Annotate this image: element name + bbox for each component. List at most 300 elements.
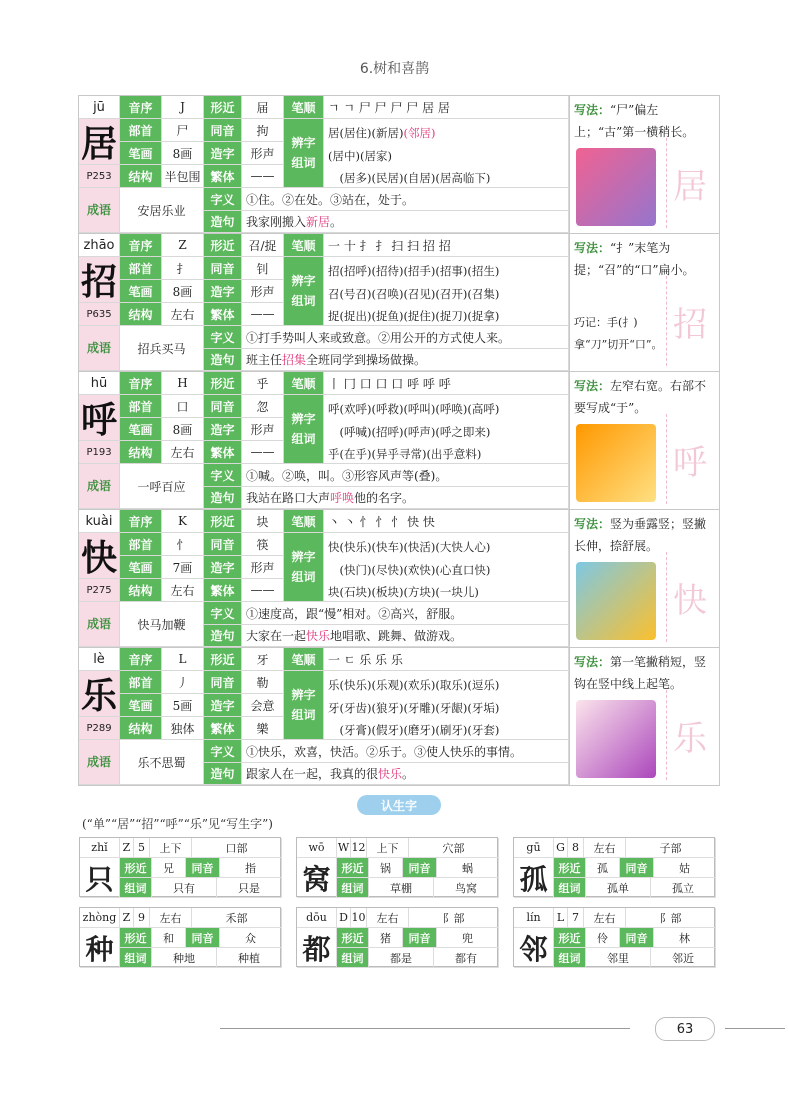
card-xingjin-value: 和 — [152, 928, 186, 948]
card-zuci-label: 组词 — [337, 948, 369, 968]
jiegou-label: 结构 — [120, 579, 162, 602]
zaoju-value — [242, 211, 569, 233]
card-xingjin-value: 兄 — [152, 858, 186, 878]
word-group: 乎(在乎)(异乎寻常)(出乎意料) — [328, 447, 482, 461]
xingjin-value: 乎 — [242, 372, 284, 395]
card-word-2: 鸟窝 — [434, 878, 499, 898]
bihua-value: 8画 — [162, 418, 204, 441]
zaoju-part: 班主任 — [246, 353, 283, 367]
card-tongyin-value: 指 — [220, 858, 282, 878]
card-radical: 阝部 — [409, 908, 499, 928]
card-word-1: 都是 — [369, 948, 434, 968]
bishun-label: 笔顺 — [284, 372, 324, 395]
jiegou-value: 独体 — [162, 717, 204, 740]
writing-tip-text: 竖为垂露竖；竖撇长伸，捺舒展。 — [574, 517, 707, 553]
writing-tip-text: “扌”末笔为提；“召”的“口”扁小。 — [574, 241, 695, 277]
main-character: 招 — [79, 257, 120, 303]
zaoju-part: 呼唤 — [330, 491, 355, 505]
card-yinxu: D — [337, 908, 351, 928]
card-radical: 穴部 — [409, 838, 499, 858]
main-character: 快 — [79, 533, 120, 579]
tracing-character: 呼 — [666, 414, 713, 504]
yinxu-value: J — [162, 96, 204, 119]
bushou-value: 忄 — [162, 533, 204, 556]
card-xingjin-value: 伶 — [586, 928, 620, 948]
char-block — [79, 648, 719, 785]
fanti-value: —— — [242, 165, 284, 188]
dict-page: P289 — [79, 717, 120, 740]
tongyin-value: 筷 — [242, 533, 284, 556]
xingjin-label: 形近 — [204, 96, 242, 119]
word-group: 召(号召)(召唤)(召见)(召开)(召集) — [328, 286, 500, 301]
xingjin-label: 形近 — [204, 648, 242, 671]
illustration-image — [576, 700, 656, 778]
writing-tip-text: 第一笔撇稍短，竖钩在竖中线上起笔。 — [574, 655, 707, 691]
zaoju-value — [242, 487, 569, 509]
zaoju-label: 造句 — [204, 211, 242, 233]
card-word-2: 只是 — [217, 878, 282, 898]
word-group: 招(招呼)(招待)(招手)(招事)(招生) — [328, 264, 500, 278]
bianzi-words — [324, 395, 569, 464]
card-tongyin-label: 同音 — [403, 928, 437, 948]
card-word-1: 草棚 — [369, 878, 434, 898]
yinxu-value: H — [162, 372, 204, 395]
card-tongyin-label: 同音 — [186, 928, 220, 948]
dict-page: P253 — [79, 165, 120, 188]
card-xingjin-label: 形近 — [337, 928, 369, 948]
char-block — [79, 372, 719, 510]
yinxu-value: K — [162, 510, 204, 533]
chengyu-value: 招兵买马 — [120, 326, 204, 371]
card-tongyin-label: 同音 — [403, 858, 437, 878]
writing-tip-panel — [569, 372, 719, 509]
zaoju-label: 造句 — [204, 625, 242, 647]
bushou-value: 口 — [162, 395, 204, 418]
tongyin-label: 同音 — [204, 257, 242, 280]
xingjin-value: 块 — [242, 510, 284, 533]
word-group: (牙膏)(假牙)(磨牙)(刷牙)(牙套) — [328, 723, 500, 737]
bihua-label: 笔画 — [120, 142, 162, 165]
word-group: 居(居住)(新居) — [328, 126, 404, 140]
tracing-character: 乐 — [666, 690, 713, 780]
bihua-value: 7画 — [162, 556, 204, 579]
bianzi-words — [324, 671, 569, 740]
bishun-value: 一 十 扌 扌 扫 扫 招 招 — [324, 234, 569, 257]
card-yinxu: Z — [120, 908, 134, 928]
main-character: 呼 — [79, 395, 120, 441]
card-xingjin-value: 猪 — [369, 928, 403, 948]
writing-tip — [574, 651, 716, 695]
zaozi-value: 形声 — [242, 418, 284, 441]
writing-tip — [574, 99, 716, 143]
writing-tip-label: 写法： — [574, 241, 611, 255]
card-radical: 阝部 — [626, 908, 716, 928]
chengyu-label: 成语 — [79, 188, 120, 233]
card-structure: 左右 — [150, 908, 192, 928]
card-xingjin-label: 形近 — [337, 858, 369, 878]
fanti-label: 繁体 — [204, 165, 242, 188]
card-yinxu: G — [554, 838, 568, 858]
writing-tip-text: “尸”偏左上；“古”第一横稍长。 — [574, 103, 695, 139]
card-pinyin: lín — [514, 908, 554, 928]
zaozi-label: 造字 — [204, 556, 242, 579]
bushou-value: 尸 — [162, 119, 204, 142]
tongyin-label: 同音 — [204, 395, 242, 418]
bihua-label: 笔画 — [120, 280, 162, 303]
card-strokes: 5 — [134, 838, 150, 858]
zaoju-part: 跟家人在一起，我真的很 — [246, 767, 379, 781]
ziyi-label: 字义 — [204, 740, 242, 763]
jiegou-label: 结构 — [120, 441, 162, 464]
word-group: (呼喊)(招呼)(呼声)(呼之即来) — [328, 424, 491, 439]
word-group: (快门)(尽快)(欢快)(心直口快) — [328, 562, 491, 577]
ziyi-label: 字义 — [204, 188, 242, 211]
page-title: 6.树和喜鹊 — [359, 61, 430, 77]
chengyu-value: 乐不思蜀 — [120, 740, 204, 785]
card-tongyin-label: 同音 — [620, 858, 654, 878]
card-tongyin-value: 蜗 — [437, 858, 499, 878]
ziyi-value: ①速度高，跟“慢”相对。②高兴，舒服。 — [242, 602, 569, 625]
word-group: (居中)(居家) — [328, 148, 392, 163]
bishun-value: 一 ㄷ 乐 乐 乐 — [324, 648, 569, 671]
writing-tip — [574, 375, 716, 419]
pinyin: kuài — [79, 510, 120, 533]
tongyin-label: 同音 — [204, 671, 242, 694]
card-structure: 左右 — [584, 838, 626, 858]
card-word-2: 邻近 — [651, 948, 716, 968]
char-block — [79, 234, 719, 372]
memory-tip: 巧记：手(扌)拿“刀”切开“口”。 — [574, 316, 663, 351]
chengyu-label: 成语 — [79, 464, 120, 509]
ziyi-value: ①快乐，欢喜，快活。②乐于。③使人快乐的事情。 — [242, 740, 569, 763]
zaozi-value: 形声 — [242, 556, 284, 579]
character-card — [79, 837, 281, 897]
card-character: 孤 — [514, 858, 554, 898]
card-word-2: 都有 — [434, 948, 499, 968]
character-card — [513, 907, 715, 967]
fanti-value: —— — [242, 303, 284, 326]
card-character: 都 — [297, 928, 337, 968]
jiegou-label: 结构 — [120, 717, 162, 740]
fanti-label: 繁体 — [204, 303, 242, 326]
zaoju-label: 造句 — [204, 349, 242, 371]
zaoju-part: 。 — [330, 215, 343, 229]
card-word-2: 种植 — [217, 948, 282, 968]
card-pinyin: wō — [297, 838, 337, 858]
zaoju-label: 造句 — [204, 763, 242, 785]
word-group: (邻居) — [403, 126, 436, 140]
xingjin-label: 形近 — [204, 372, 242, 395]
card-xingjin-value: 孤 — [586, 858, 620, 878]
zaozi-value: 形声 — [242, 280, 284, 303]
footer-divider — [220, 1028, 630, 1029]
bushou-label: 部首 — [120, 395, 162, 418]
bishun-value: 丨 冂 口 口 口 呼 呼 呼 — [324, 372, 569, 395]
card-tongyin-value: 兜 — [437, 928, 499, 948]
writing-tip-panel — [569, 96, 719, 233]
card-xingjin-label: 形近 — [120, 928, 152, 948]
word-group: 快(快乐)(快车)(快活)(大快人心) — [328, 540, 491, 554]
yinxu-value: L — [162, 648, 204, 671]
card-structure: 上下 — [367, 838, 409, 858]
zaoju-value — [242, 763, 569, 785]
xingjin-value: 届 — [242, 96, 284, 119]
renshengzi-note: (“单”“居”“招”“呼”“乐”见“写生字”) — [82, 817, 273, 831]
bianzi-label: 辨字组词 — [284, 119, 324, 188]
zaoju-part: 全班同学到操场做操。 — [306, 353, 427, 367]
tongyin-value: 勒 — [242, 671, 284, 694]
xingjin-label: 形近 — [204, 234, 242, 257]
card-radical: 子部 — [626, 838, 716, 858]
card-yinxu: L — [554, 908, 568, 928]
card-structure: 左右 — [584, 908, 626, 928]
yinxu-label: 音序 — [120, 234, 162, 257]
bianzi-words — [324, 119, 569, 188]
card-xingjin-label: 形近 — [554, 928, 586, 948]
bushou-label: 部首 — [120, 671, 162, 694]
word-group: 块(石块)(板块)(方块)(一块儿) — [328, 585, 479, 599]
bushou-label: 部首 — [120, 119, 162, 142]
chengyu-label: 成语 — [79, 326, 120, 371]
tracing-character: 招 — [666, 276, 713, 366]
card-xingjin-label: 形近 — [554, 858, 586, 878]
ziyi-value: ①喊。②唤，叫。③形容风声等(叠)。 — [242, 464, 569, 487]
bihua-value: 8画 — [162, 280, 204, 303]
writing-tip-label: 写法： — [574, 379, 611, 393]
card-structure: 上下 — [150, 838, 192, 858]
ziyi-label: 字义 — [204, 602, 242, 625]
character-card — [296, 907, 498, 967]
char-block — [79, 510, 719, 648]
chengyu-label: 成语 — [79, 740, 120, 785]
yinxu-label: 音序 — [120, 372, 162, 395]
writing-tip-panel — [569, 234, 719, 371]
word-group: (居多)(民居)(自居)(居高临下) — [328, 171, 491, 185]
card-word-1: 孤单 — [586, 878, 651, 898]
bishun-label: 笔顺 — [284, 96, 324, 119]
zaozi-label: 造字 — [204, 694, 242, 717]
card-word-1: 种地 — [152, 948, 217, 968]
bishun-label: 笔顺 — [284, 648, 324, 671]
zaozi-value: 形声 — [242, 142, 284, 165]
jiegou-label: 结构 — [120, 303, 162, 326]
card-character: 邻 — [514, 928, 554, 968]
card-pinyin: dōu — [297, 908, 337, 928]
ziyi-value: ①打手势叫人来或致意。②用公开的方式使人来。 — [242, 326, 569, 349]
writing-tip-label: 写法： — [574, 655, 611, 669]
pinyin: jū — [79, 96, 120, 119]
word-group: 呼(欢呼)(呼救)(呼叫)(呼唤)(高呼) — [328, 402, 500, 416]
card-zuci-label: 组词 — [337, 878, 369, 898]
zaoju-label: 造句 — [204, 487, 242, 509]
bushou-value: 丿 — [162, 671, 204, 694]
tongyin-value: 忽 — [242, 395, 284, 418]
bihua-value: 5画 — [162, 694, 204, 717]
word-group: 乐(快乐)(乐观)(欢乐)(取乐)(逗乐) — [328, 678, 500, 692]
zaoju-part: 新居 — [306, 215, 331, 229]
fanti-value: —— — [242, 579, 284, 602]
fanti-value: —— — [242, 441, 284, 464]
zaoju-part: 快乐 — [306, 629, 331, 643]
card-zuci-label: 组词 — [554, 948, 586, 968]
zaoju-part: 招集 — [282, 353, 307, 367]
zaoju-value — [242, 349, 569, 371]
word-group: 牙(牙齿)(狼牙)(牙雕)(牙龈)(牙垢) — [328, 700, 500, 715]
chengyu-value: 快马加鞭 — [120, 602, 204, 647]
writing-tip-panel — [569, 648, 719, 785]
tongyin-value: 拘 — [242, 119, 284, 142]
dict-page: P193 — [79, 441, 120, 464]
card-strokes: 12 — [351, 838, 367, 858]
yinxu-label: 音序 — [120, 96, 162, 119]
char-block — [79, 96, 719, 234]
word-group: 捉(捉出)(捉鱼)(捉住)(捉刀)(捉拿) — [328, 309, 500, 323]
writing-tip — [574, 513, 716, 557]
zaozi-label: 造字 — [204, 280, 242, 303]
yinxu-label: 音序 — [120, 648, 162, 671]
bishun-label: 笔顺 — [284, 510, 324, 533]
illustration-image — [576, 562, 656, 640]
card-tongyin-value: 林 — [654, 928, 716, 948]
pinyin: zhāo — [79, 234, 120, 257]
xingjin-label: 形近 — [204, 510, 242, 533]
writing-tip-label: 写法： — [574, 103, 611, 117]
chengyu-value: 一呼百应 — [120, 464, 204, 509]
card-radical: 禾部 — [192, 908, 282, 928]
zaoju-part: 快乐 — [378, 767, 403, 781]
fanti-label: 繁体 — [204, 441, 242, 464]
card-strokes: 8 — [568, 838, 584, 858]
card-xingjin-label: 形近 — [120, 858, 152, 878]
card-zuci-label: 组词 — [554, 878, 586, 898]
xingjin-value: 牙 — [242, 648, 284, 671]
card-pinyin: gū — [514, 838, 554, 858]
card-character: 窝 — [297, 858, 337, 898]
yinxu-label: 音序 — [120, 510, 162, 533]
pinyin: hū — [79, 372, 120, 395]
yinxu-value: Z — [162, 234, 204, 257]
card-character: 种 — [80, 928, 120, 968]
bishun-label: 笔顺 — [284, 234, 324, 257]
zaozi-label: 造字 — [204, 142, 242, 165]
writing-tip-panel — [569, 510, 719, 647]
footer-divider-right — [725, 1028, 785, 1029]
card-tongyin-label: 同音 — [186, 858, 220, 878]
zaoju-part: 大家在一起 — [246, 629, 307, 643]
xingjin-value: 召/捉 — [242, 234, 284, 257]
bushou-value: 扌 — [162, 257, 204, 280]
zaoju-part: 他的名字。 — [354, 491, 415, 505]
fanti-label: 繁体 — [204, 717, 242, 740]
card-xingjin-value: 锅 — [369, 858, 403, 878]
card-structure: 左右 — [367, 908, 409, 928]
card-strokes: 9 — [134, 908, 150, 928]
bianzi-words — [324, 257, 569, 326]
card-pinyin: zhòng — [80, 908, 120, 928]
card-yinxu: W — [337, 838, 351, 858]
card-yinxu: Z — [120, 838, 134, 858]
renshengzi-banner: 认生字 — [357, 795, 441, 815]
writing-tip-text: 左窄右宽。右部不要写成“于”。 — [574, 379, 707, 415]
tracing-character: 快 — [666, 552, 713, 642]
illustration-image — [576, 148, 656, 226]
character-card — [296, 837, 498, 897]
card-tongyin-label: 同音 — [620, 928, 654, 948]
bihua-label: 笔画 — [120, 556, 162, 579]
character-card — [513, 837, 715, 897]
chengyu-label: 成语 — [79, 602, 120, 647]
card-strokes: 10 — [351, 908, 367, 928]
bushou-label: 部首 — [120, 533, 162, 556]
card-character: 只 — [80, 858, 120, 898]
zaozi-value: 会意 — [242, 694, 284, 717]
main-character: 居 — [79, 119, 120, 165]
chengyu-value: 安居乐业 — [120, 188, 204, 233]
tongyin-label: 同音 — [204, 533, 242, 556]
jiegou-value: 左右 — [162, 579, 204, 602]
bianzi-words — [324, 533, 569, 602]
card-tongyin-value: 众 — [220, 928, 282, 948]
card-pinyin: zhǐ — [80, 838, 120, 858]
page-number: 63 — [655, 1017, 715, 1041]
zaoju-part: 我家刚搬入 — [246, 215, 307, 229]
tracing-character: 居 — [666, 138, 713, 228]
main-character: 乐 — [79, 671, 120, 717]
illustration-image — [576, 424, 656, 502]
card-strokes: 7 — [568, 908, 584, 928]
card-zuci-label: 组词 — [120, 948, 152, 968]
fanti-value: 樂 — [242, 717, 284, 740]
zaozi-label: 造字 — [204, 418, 242, 441]
ziyi-value: ①住。②在处。③站在，处于。 — [242, 188, 569, 211]
ziyi-label: 字义 — [204, 326, 242, 349]
zaoju-part: 。 — [402, 767, 415, 781]
bishun-value: 丶 丶 忄 忄 忄 快 快 — [324, 510, 569, 533]
character-table — [78, 95, 720, 786]
bihua-label: 笔画 — [120, 418, 162, 441]
jiegou-value: 半包围 — [162, 165, 204, 188]
dict-page: P275 — [79, 579, 120, 602]
dict-page: P635 — [79, 303, 120, 326]
card-word-2: 孤立 — [651, 878, 716, 898]
writing-tip-label: 写法： — [574, 517, 611, 531]
bianzi-label: 辨字组词 — [284, 395, 324, 464]
zaoju-part: 地唱歌、跳舞、做游戏。 — [330, 629, 463, 643]
character-card — [79, 907, 281, 967]
bianzi-label: 辨字组词 — [284, 671, 324, 740]
zaoju-value — [242, 625, 569, 647]
bihua-value: 8画 — [162, 142, 204, 165]
jiegou-value: 左右 — [162, 441, 204, 464]
ziyi-label: 字义 — [204, 464, 242, 487]
card-word-1: 只有 — [152, 878, 217, 898]
bianzi-label: 辨字组词 — [284, 257, 324, 326]
jiegou-value: 左右 — [162, 303, 204, 326]
card-word-1: 邻里 — [586, 948, 651, 968]
card-tongyin-value: 姑 — [654, 858, 716, 878]
pinyin: lè — [79, 648, 120, 671]
bianzi-label: 辨字组词 — [284, 533, 324, 602]
fanti-label: 繁体 — [204, 579, 242, 602]
writing-tip — [574, 237, 716, 281]
jiegou-label: 结构 — [120, 165, 162, 188]
bushou-label: 部首 — [120, 257, 162, 280]
card-radical: 口部 — [192, 838, 282, 858]
card-zuci-label: 组词 — [120, 878, 152, 898]
tongyin-label: 同音 — [204, 119, 242, 142]
bishun-value: ㄱ ㄱ 尸 尸 尸 尸 居 居 — [324, 96, 569, 119]
zaoju-part: 我站在路口大声 — [246, 491, 331, 505]
